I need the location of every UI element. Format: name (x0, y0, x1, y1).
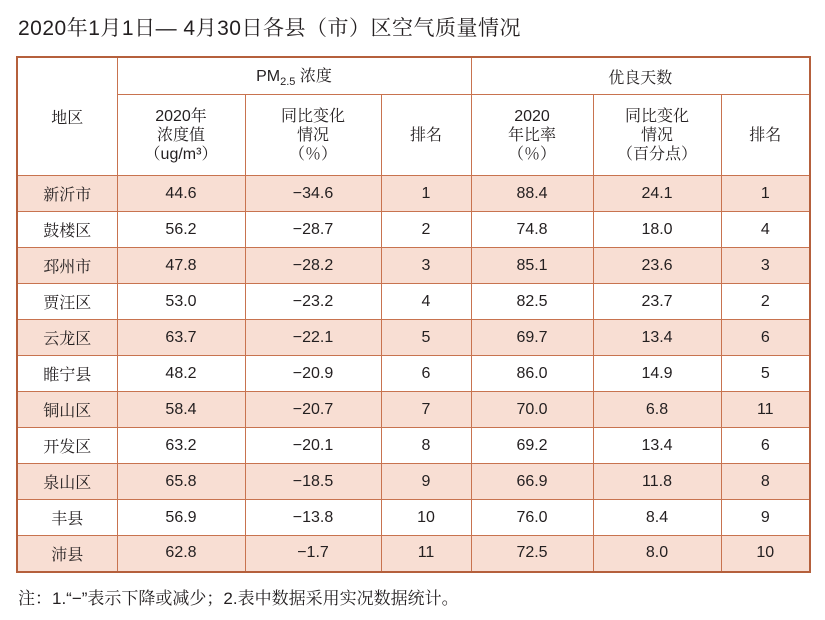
cell-days-rate: 70.0 (471, 392, 593, 428)
cell-region: 贾汪区 (17, 284, 117, 320)
page-title: 2020年1月1日— 4月30日各县（市）区空气质量情况 (18, 17, 521, 40)
table-row (17, 356, 810, 392)
cell-days-rank: 2 (721, 284, 810, 320)
cell-pm-change: −28.7 (245, 212, 381, 248)
cell-pm-change: −34.6 (245, 176, 381, 212)
cell-days-rank: 4 (721, 212, 810, 248)
cell-days-rank: 5 (721, 356, 810, 392)
cell-pm-concentration: 56.2 (117, 212, 245, 248)
cell-days-rate: 72.5 (471, 536, 593, 572)
cell-pm-concentration: 56.9 (117, 500, 245, 536)
header-group-pm25-subscript: 2.5 (280, 76, 296, 89)
cell-pm-rank: 10 (381, 500, 471, 536)
cell-days-rate: 88.4 (471, 176, 593, 212)
cell-days-rank: 1 (721, 176, 810, 212)
header-row-columns (17, 95, 810, 176)
cell-region: 丰县 (17, 500, 117, 536)
cell-pm-change: −18.5 (245, 464, 381, 500)
cell-pm-rank: 5 (381, 320, 471, 356)
table-row (17, 248, 810, 284)
header-group-pm25-tail: 浓度 (295, 68, 332, 86)
cell-region: 云龙区 (17, 320, 117, 356)
header-pm-concentration (117, 95, 245, 176)
cell-days-change: 23.7 (593, 284, 721, 320)
cell-days-rank: 6 (721, 320, 810, 356)
cell-pm-concentration: 63.2 (117, 428, 245, 464)
table-row (17, 536, 810, 572)
header-days-rate (471, 95, 593, 176)
table-head (17, 57, 810, 176)
cell-pm-rank: 6 (381, 356, 471, 392)
cell-days-rate: 82.5 (471, 284, 593, 320)
cell-region: 睢宁县 (17, 356, 117, 392)
header-days-change (593, 95, 721, 176)
cell-region: 新沂市 (17, 176, 117, 212)
header-days-rank: 排名 (721, 95, 810, 176)
cell-pm-rank: 2 (381, 212, 471, 248)
cell-pm-change: −28.2 (245, 248, 381, 284)
header-pm-change-line1: 同比变化 (280, 107, 345, 125)
cell-region: 邳州市 (17, 248, 117, 284)
header-pm-rank: 排名 (381, 95, 471, 176)
table-row (17, 284, 810, 320)
header-group-pm25 (117, 57, 471, 95)
table-row (17, 392, 810, 428)
header-days-change-line2: 情况 (641, 126, 674, 144)
cell-pm-rank: 8 (381, 428, 471, 464)
header-pm-change (245, 95, 381, 176)
cell-days-rank: 8 (721, 464, 810, 500)
cell-days-rank: 6 (721, 428, 810, 464)
cell-days-rank: 10 (721, 536, 810, 572)
cell-pm-rank: 1 (381, 176, 471, 212)
table-row (17, 464, 810, 500)
cell-days-rate: 86.0 (471, 356, 593, 392)
cell-pm-rank: 9 (381, 464, 471, 500)
cell-days-change: 14.9 (593, 356, 721, 392)
cell-pm-concentration: 65.8 (117, 464, 245, 500)
cell-pm-rank: 7 (381, 392, 471, 428)
header-days-rate-line2: 年比率 (508, 126, 557, 144)
header-days-change-line1: 同比变化 (625, 107, 690, 125)
cell-region: 沛县 (17, 536, 117, 572)
header-pm-change-line2: 情况 (296, 126, 329, 144)
table-row (17, 320, 810, 356)
header-pm-concentration-line1: 2020年 (155, 107, 207, 125)
cell-days-change: 6.8 (593, 392, 721, 428)
cell-days-rate: 66.9 (471, 464, 593, 500)
cell-pm-change: −22.1 (245, 320, 381, 356)
air-quality-table (16, 56, 811, 573)
header-group-pm25-label: PM (256, 68, 281, 86)
cell-days-change: 13.4 (593, 320, 721, 356)
cell-days-rank: 11 (721, 392, 810, 428)
cell-days-rate: 76.0 (471, 500, 593, 536)
cell-pm-concentration: 47.8 (117, 248, 245, 284)
cell-days-rank: 9 (721, 500, 810, 536)
cell-pm-change: −1.7 (245, 536, 381, 572)
cell-pm-change: −20.1 (245, 428, 381, 464)
cell-pm-change: −23.2 (245, 284, 381, 320)
cell-pm-rank: 3 (381, 248, 471, 284)
header-days-rate-line3: （％） (508, 145, 557, 163)
cell-pm-concentration: 58.4 (117, 392, 245, 428)
cell-pm-concentration: 53.0 (117, 284, 245, 320)
cell-pm-rank: 11 (381, 536, 471, 572)
cell-days-rate: 69.7 (471, 320, 593, 356)
table-body (17, 176, 810, 572)
cell-days-change: 23.6 (593, 248, 721, 284)
header-pm-concentration-line3: （ug/m³） (144, 145, 218, 163)
cell-days-rate: 74.8 (471, 212, 593, 248)
cell-days-rate: 69.2 (471, 428, 593, 464)
header-days-change-line3: （百分点） (617, 145, 698, 163)
table-row (17, 212, 810, 248)
cell-pm-concentration: 44.6 (117, 176, 245, 212)
cell-region: 泉山区 (17, 464, 117, 500)
header-row-groups (17, 57, 810, 95)
table-row (17, 176, 810, 212)
cell-days-change: 18.0 (593, 212, 721, 248)
cell-pm-concentration: 63.7 (117, 320, 245, 356)
table-row (17, 500, 810, 536)
cell-days-change: 24.1 (593, 176, 721, 212)
cell-days-change: 8.0 (593, 536, 721, 572)
cell-days-rate: 85.1 (471, 248, 593, 284)
header-region: 地区 (17, 57, 117, 176)
cell-pm-change: −20.9 (245, 356, 381, 392)
cell-days-change: 11.8 (593, 464, 721, 500)
header-group-good-days: 优良天数 (471, 57, 810, 95)
cell-region: 铜山区 (17, 392, 117, 428)
cell-pm-rank: 4 (381, 284, 471, 320)
cell-pm-concentration: 62.8 (117, 536, 245, 572)
cell-pm-concentration: 48.2 (117, 356, 245, 392)
cell-region: 鼓楼区 (17, 212, 117, 248)
table-row (17, 428, 810, 464)
cell-days-change: 13.4 (593, 428, 721, 464)
cell-days-rank: 3 (721, 248, 810, 284)
header-pm-concentration-line2: 浓度值 (156, 126, 205, 144)
cell-pm-change: −13.8 (245, 500, 381, 536)
header-pm-change-line3: （％） (288, 145, 337, 163)
table-note: 注：1.“−”表示下降或减少；2.表中数据采用实况数据统计。 (18, 588, 459, 608)
cell-region: 开发区 (17, 428, 117, 464)
header-days-rate-line1: 2020 (514, 107, 550, 125)
cell-pm-change: −20.7 (245, 392, 381, 428)
cell-days-change: 8.4 (593, 500, 721, 536)
